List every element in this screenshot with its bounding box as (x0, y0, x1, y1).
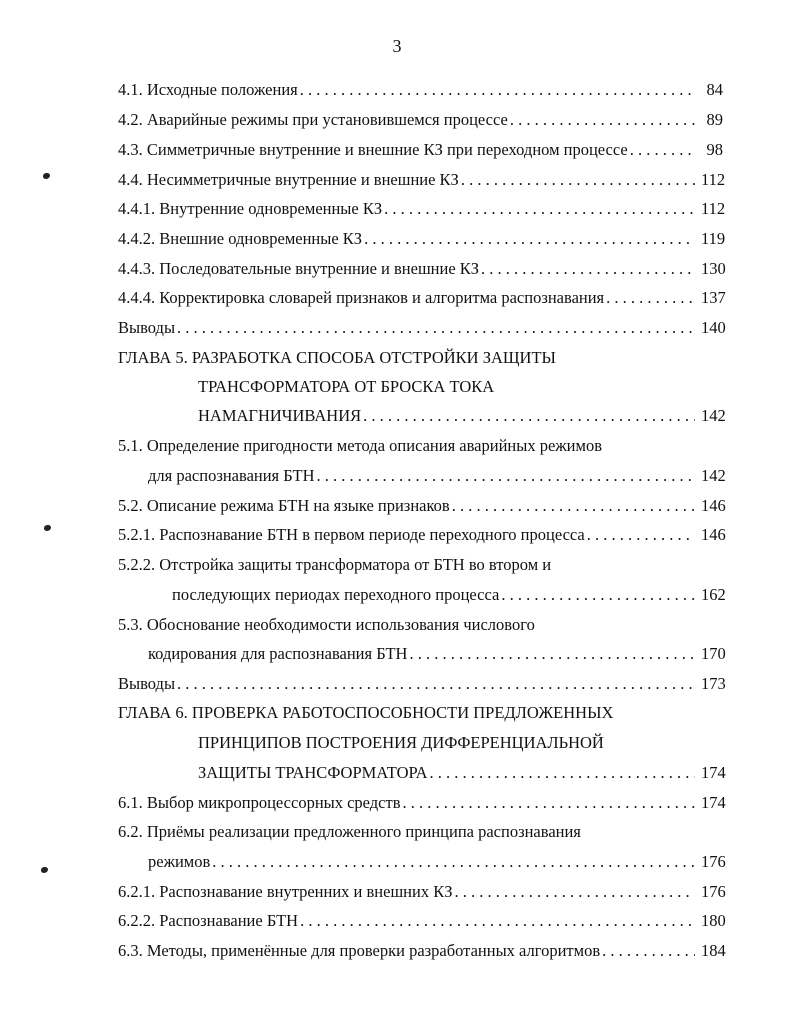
toc-entry-label: НАМАГНИЧИВАНИЯ (198, 406, 362, 426)
toc-entry (118, 486, 726, 516)
toc-entry-page: 173 (701, 674, 726, 694)
toc-entry-page: 174 (701, 763, 726, 783)
dot-leader (510, 110, 695, 130)
dot-leader (384, 199, 695, 219)
toc-entry-label: ЗАЩИТЫ ТРАНСФОРМАТОРА (198, 763, 428, 783)
toc-entry-page: 174 (701, 793, 726, 813)
toc-entry-label: 4.4.3. Последовательные внутренние и внешние КЗ (118, 259, 480, 279)
toc-entry (118, 130, 723, 160)
toc-entry-label: ТРАНСФОРМАТОРА ОТ БРОСКА ТОКА (198, 377, 495, 397)
toc-entry-label: для распознавания БТН (148, 466, 315, 486)
toc-entry (118, 308, 726, 338)
toc-entry-label: 4.4. Несимметричные внутренние и внешние КЗ (118, 170, 459, 190)
dot-leader (481, 259, 695, 279)
toc-entry (118, 426, 723, 456)
toc-entry-page: 137 (701, 288, 726, 308)
toc-entry-page: 98 (706, 140, 723, 160)
dot-leader (317, 466, 695, 486)
dot-leader (177, 318, 695, 338)
toc-entry-page: 130 (701, 259, 726, 279)
page-number: 3 (392, 36, 402, 56)
toc-entry-page: 112 (701, 170, 726, 190)
toc-entry (118, 189, 726, 219)
toc-chapter-heading (198, 723, 723, 753)
toc-entry-page: 180 (701, 911, 726, 931)
toc-entry-label: 5.2. Описание режима БТН на языке признаков (118, 496, 450, 516)
dot-leader (212, 852, 695, 872)
dot-leader (364, 229, 695, 249)
toc-entry-label: 4.3. Симметричные внутренние и внешние КЗ при переходном процессе (118, 140, 628, 160)
dot-leader (461, 170, 695, 190)
toc-chapter-heading (118, 338, 723, 368)
toc-entry-label: кодирования для распознавания БТН (148, 644, 408, 664)
toc-entry (118, 219, 726, 249)
toc-entry-page: 84 (706, 80, 723, 100)
toc-entry-page: 112 (701, 199, 726, 219)
toc-entry (148, 634, 726, 664)
toc-entry (118, 249, 726, 279)
dot-leader (363, 406, 695, 426)
toc-entry-label: 6.2.2. Распознавание БТН (118, 911, 299, 931)
toc-entry (118, 605, 723, 635)
dot-leader (403, 793, 695, 813)
toc-entry-page: 146 (701, 496, 726, 516)
toc-entry-label: 6.3. Методы, применённые для проверки разработанных алгоритмов (118, 941, 601, 961)
toc-entry (118, 901, 726, 931)
toc-entry-label: ГЛАВА 6. ПРОВЕРКА РАБОТОСПОСОБНОСТИ ПРЕДЛОЖЕННЫХ (118, 703, 614, 723)
toc-entry-label: 6.1. Выбор микропроцессорных средств (118, 793, 401, 813)
toc-entry-label: 6.2. Приёмы реализации предложенного принципа распознавания (118, 822, 581, 842)
toc-entry-label: 6.2.1. Распознавание внутренних и внешних КЗ (118, 882, 453, 902)
scan-speck (43, 173, 50, 179)
toc-entry-label: последующих периодах переходного процесса (172, 585, 500, 605)
toc-entry-page: 89 (706, 110, 723, 130)
toc-entry-label: 4.4.1. Внутренние одновременные КЗ (118, 199, 383, 219)
toc-entry (118, 545, 723, 575)
toc-entry-label: 4.4.4. Корректировка словарей признаков и алгоритма распознавания (118, 288, 605, 308)
dot-leader (177, 674, 695, 694)
scan-speck (44, 525, 51, 531)
toc-entry-label: режимов (148, 852, 211, 872)
toc-entry-page: 142 (701, 406, 726, 426)
toc-entry (118, 100, 723, 130)
dot-leader (430, 763, 695, 783)
toc-entry-label: ПРИНЦИПОВ ПОСТРОЕНИЯ ДИФФЕРЕНЦИАЛЬНОЙ (198, 733, 604, 753)
dot-leader (587, 525, 695, 545)
toc-entry (118, 278, 726, 308)
toc-entry (118, 783, 726, 813)
toc-entry-label: 4.1. Исходные положения (118, 80, 298, 100)
dot-leader (300, 80, 695, 100)
toc-entry (118, 931, 726, 961)
toc-chapter-heading (118, 693, 723, 723)
toc-entry-label: 4.2. Аварийные режимы при установившемся процессе (118, 110, 508, 130)
toc-entry-label: 5.1. Определение пригодности метода описания аварийных режимов (118, 436, 602, 456)
toc-entry-page: 170 (701, 644, 726, 664)
toc-entry-page: 184 (701, 941, 726, 961)
dot-leader (630, 140, 695, 160)
toc-entry (148, 456, 726, 486)
dot-leader (409, 644, 695, 664)
toc-entry-label: Выводы (118, 318, 176, 338)
toc-entry-page: 140 (701, 318, 726, 338)
toc-entry-page: 119 (701, 229, 726, 249)
dot-leader (452, 496, 695, 516)
dot-leader (602, 941, 695, 961)
toc-chapter-heading (198, 396, 726, 426)
toc-entry-page: 176 (701, 852, 726, 872)
toc-entry (118, 160, 726, 190)
toc-entry (118, 812, 723, 842)
dot-leader (501, 585, 695, 605)
toc-chapter-heading (198, 753, 726, 783)
toc-entry-label: 4.4.2. Внешние одновременные КЗ (118, 229, 363, 249)
toc-entry (172, 575, 726, 605)
toc-entry (118, 664, 726, 694)
toc-entry-label: 5.3. Обоснование необходимости использования числового (118, 615, 535, 635)
dot-leader (454, 882, 695, 902)
toc-entry-page: 176 (701, 882, 726, 902)
toc-entry-page: 162 (701, 585, 726, 605)
toc-entry-label: Выводы (118, 674, 176, 694)
toc-entry-page: 146 (701, 525, 726, 545)
toc-entry-page: 142 (701, 466, 726, 486)
toc-entry (118, 70, 723, 100)
toc-entry-label: ГЛАВА 5. РАЗРАБОТКА СПОСОБА ОТСТРОЙКИ ЗАЩИТЫ (118, 348, 556, 368)
toc-entry (118, 515, 726, 545)
toc-chapter-heading (198, 367, 723, 397)
dot-leader (606, 288, 695, 308)
toc-entry (118, 872, 726, 902)
dot-leader (300, 911, 695, 931)
toc-entry (148, 842, 726, 872)
toc-entry-label: 5.2.1. Распознавание БТН в первом периоде переходного процесса (118, 525, 585, 545)
toc-entry-label: 5.2.2. Отстройка защиты трансформатора от БТН во втором и (118, 555, 552, 575)
scan-speck (41, 867, 48, 873)
